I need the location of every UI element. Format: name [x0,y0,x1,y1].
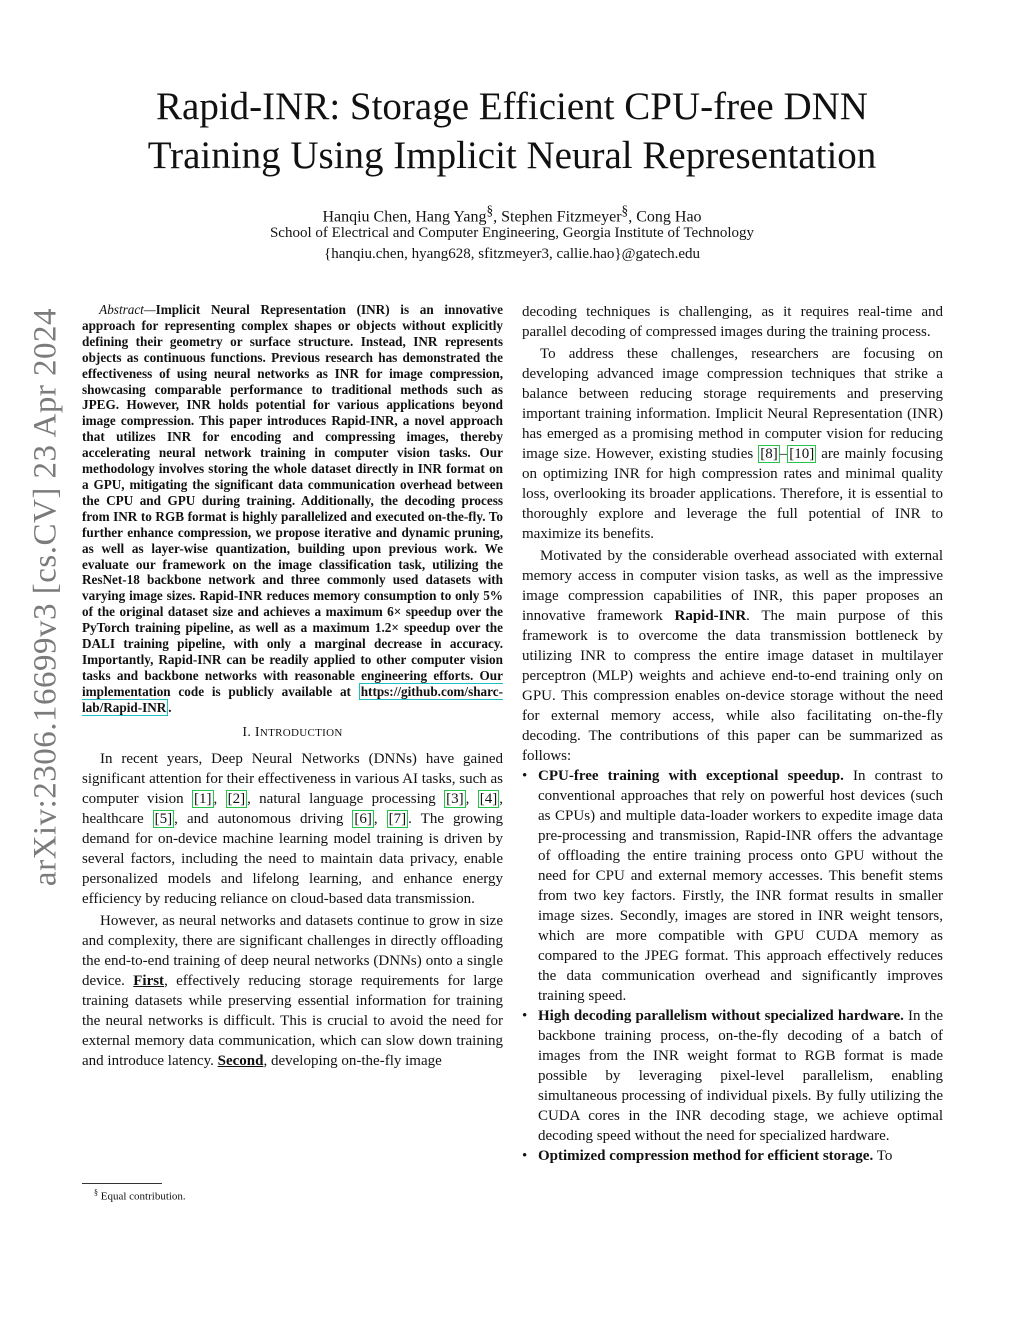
right-paragraph-3: Motivated by the considerable overhead associated with external memory access in computer vision tasks, as well as the impressive image compression capabilities of INR, this paper proposes an innovative framework Rapid-INR. The main purpose of this framework is to overcome the data transmission bottleneck by utilizing INR to compress the entire image dataset in multilayer perceptron (MLP) weights and achieve end-to-end training only on GPU. This compression enables on-device storage without the need for external memory access, while also facilitating on-the-fly decoding. The contributions of this paper can be summarized as follows: [522,548,944,764]
equal-contribution-mark: § [621,203,629,218]
author-names-2: , Stephen Fitzmeyer [493,208,622,226]
right-column [522,302,943,1166]
code-repository-link[interactable]: https://github.com/sharc-lab/Rapid-INR [82,683,503,715]
right-paragraph-1: decoding techniques is challenging, as it requires real-time and parallel decoding of compressed images during the training process. [522,304,943,340]
author-list [100,203,924,226]
citation-link[interactable]: [8] [760,446,778,462]
list-item: • CPU-free training with exceptional speedup. In contrast to conventional approaches that rely on powerful host devices (such as CPUs) and multiple data-loader workers to expedite image data pre-processing and transmission, Rapid-INR offers the advantage of offloading the entire training process onto GPU without the need for CPU and external memory accesses. This benefit stems from two key factors. Firstly, the INR format results in smaller image sizes. Secondly, images are stored in INR weight tensors, which are more compatible with GPU CUDA memory as compared to the JPEG format. This approach effectively reduces the data communication overhead and significantly improves training speed. [522,766,943,1006]
list-item: • Optimized compression method for efficient storage. To [522,1146,943,1166]
second-emphasis: Second [217,1052,264,1069]
affiliation: School of Electrical and Computer Engineering, Georgia Institute of Technology [269,225,755,241]
title-line-2: Training Using Implicit Neural Representation [147,134,877,177]
citation-link[interactable]: [5] [154,810,173,827]
citation-link[interactable]: [6] [354,810,372,827]
framework-name: Rapid-INR [674,608,747,624]
author-emails: {hanqiu.chen, hyang628, sfitzmeyer3, callie.hao}@gatech.edu [324,246,700,262]
abstract-label: Abstract— [99,302,156,317]
intro-paragraph-1: In recent years, Deep Neural Networks (DNNs) have gained significant attention for their effectiveness in various AI tasks, such as computer vision [1] , [2] , natural language processing [3] , [4] , healthcare [5] , and autonomous driving [6] , [7] . The growing demand for on-device machine learning model training is driven by several factors, including the need to maintain data privacy, enable personalized models and lifelong learning, and enhance energy efficiency by reducing reliance on cloud-based data transmission. [82,750,503,907]
arxiv-stamp [20,0,72,1325]
citation-link[interactable]: [3] [446,790,464,807]
intro-paragraph-2: However, as neural networks and datasets continue to grow in size and complexity, there are significant challenges in directly offloading the end-to-end training of deep neural networks (DNNs) onto a single device. First, effectively reducing storage requirements for large training datasets while preserving essential information for training the neural networks is difficult. This is crucial to avoid the need for external memory data communication, which can slow down training and introduce latency. Second, developing on-the-fly image [82,912,503,1069]
list-item: • High decoding parallelism without specialized hardware. In the backbone training process, on-the-fly decoding of a batch of images from the INR weight format to RGB format is made possible by leveraging pixel-level parallelism, enabling simultaneous processing of individual pixels. By fully utilizing the CUDA cores in the INR decoding stage, we achieve optimal decoding speed without the need for specialized hardware. [522,1006,943,1146]
citation-link[interactable]: [4] [479,790,498,807]
equal-contribution-mark: § [486,203,494,218]
section-heading-introduction: I. INTRODUCTION [242,724,343,740]
footnote-rule [82,1183,162,1184]
left-column [82,302,503,1071]
citation-link[interactable]: [7] [388,810,407,827]
footnote: § Equal contribution. [94,1188,186,1203]
author-names-3: , Cong Hao [628,208,702,226]
first-emphasis: First [133,972,165,989]
paper-title [100,82,924,180]
arxiv-stamp-text: arXiv:2306.16699v3 [cs.CV] 23 Apr 2024 [27,307,64,887]
citation-link[interactable]: [2] [227,790,246,807]
citation-link[interactable]: [10] [789,446,815,462]
citation-link[interactable]: [1] [194,790,212,807]
abstract: Abstract—Implicit Neural Representation (INR) is an innovative approach for representing complex shapes or objects without explicitly defining their geometry or surface structure. Instead, INR represents objects as continuous functions. Previous research has demonstrated the effectiveness of using neural networks as INR for image compression, showcasing comparable performance to traditional methods such as JPEG. However, INR holds potential for various applications beyond image compression. This paper introduces Rapid-INR, a novel approach that utilizes INR for encoding and compressing images, thereby accelerating neural network training in computer vision tasks. Our methodology involves storing the whole dataset directly in INR format on a GPU, mitigating the significant data communication overhead between the CPU and GPU during training. Additionally, the decoding process from INR to RGB format is highly parallelized and executed on-the-fly. To further enhance compression, we propose iterative and dynamic pruning, as well as layer-wise quantization, building upon previous work. We evaluate our framework on the image classification task, utilizing the ResNet-18 backbone network and three commonly used datasets with varying image sizes. Rapid-INR reduces memory consumption to only 5% of the original dataset size and achieves a maximum 6× speedup over the PyTorch training pipeline, as well as a maximum 1.2× speedup over the DALI training pipeline, with only a marginal decrease in accuracy. Importantly, Rapid-INR can be readily applied to other computer vision tasks and backbone networks with reasonable engineering efforts. Our implementation code is publicly available at https://github.com/sharc-lab/Rapid-INR . [82,302,503,715]
abstract-text: Implicit Neural Representation (INR) is an innovative approach for representing complex shapes or objects without explicitly defining their geometry or surface structure. Instead, INR represents objects as continuous functions. Previous research has demonstrated the effectiveness of using neural networks as INR for image compression, showcasing comparable performance to traditional methods such as JPEG. However, INR holds potential for various applications beyond image compression. This paper introduces Rapid-INR, a novel approach that utilizes INR for encoding and compressing images, thereby accelerating neural network training in computer vision tasks. Our methodology involves storing the whole dataset directly in INR format on a GPU, mitigating the significant data communication overhead between the CPU and GPU during training. Additionally, the decoding process from INR to RGB format is highly parallelized and executed on-the-fly. To further enhance compression, we propose iterative and dynamic pruning, as well as layer-wise quantization, building upon previous work. We evaluate our framework on the image classification task, utilizing the ResNet-18 backbone network and three commonly used datasets with varying image sizes. Rapid-INR reduces memory consumption to only 5% of the original dataset size and achieves a maximum 6× speedup over the PyTorch training pipeline, as well as a maximum 1.2× speedup over the DALI training pipeline, with only a marginal decrease in accuracy. Importantly, Rapid-INR can be readily applied to other computer vision tasks and backbone networks with reasonable engineering efforts. Our implementation code is publicly available at [82,302,503,699]
right-paragraph-2: To address these challenges, researchers are focusing on developing advanced image compression techniques that strike a balance between reducing storage requirements and preserving important training information. Implicit Neural Representation (INR) has emerged as a promising method in computer vision for reducing image size. However, existing studies [8] – [10] are mainly focusing on optimizing INR for high compression rates and minimal quality loss, overlooking its broader applications. Therefore, it is essential to thoroughly explore and leverage the full potential of INR to maximize its benefits. [522,346,943,542]
contribution-list [522,766,943,1166]
title-line-1: Rapid-INR: Storage Efficient CPU-free DNN [156,85,868,128]
author-names-1: Hanqiu Chen, Hang Yang [322,208,487,226]
